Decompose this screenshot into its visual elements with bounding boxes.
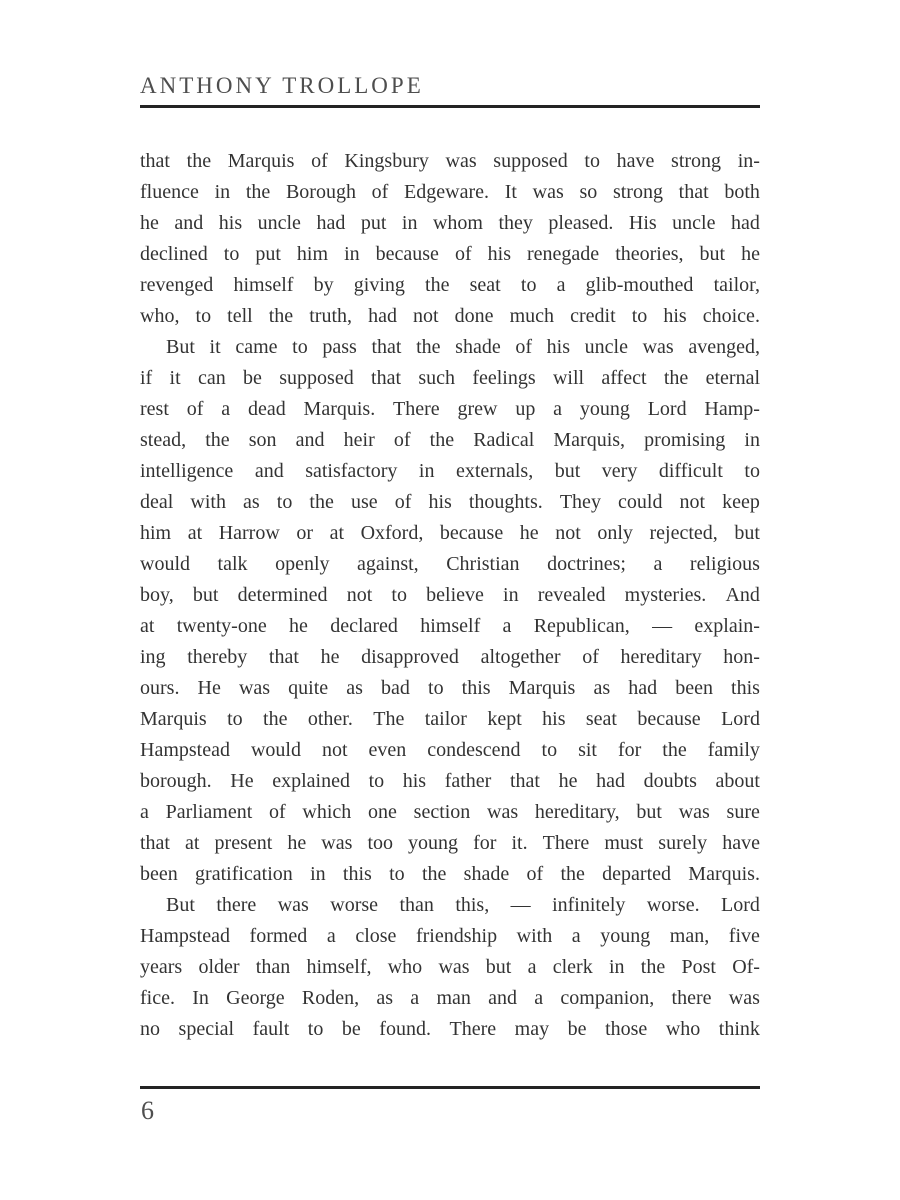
text-line: deal with as to the use of his thoughts. They could not keep	[140, 491, 760, 513]
text-line: Hampstead would not even condescend to sit for the family	[140, 739, 760, 761]
paragraph	[140, 146, 760, 332]
text-line: ing thereby that he disapproved altogether of hereditary hon-	[140, 646, 760, 668]
text-line: fice. In George Roden, as a man and a companion, there was	[140, 987, 760, 1009]
paragraph	[140, 332, 760, 890]
text-line: would talk openly against, Christian doctrines; a religious	[140, 553, 760, 575]
text-line: But there was worse than this, — infinitely worse. Lord	[166, 894, 760, 916]
text-line: rest of a dead Marquis. There grew up a young Lord Hamp-	[140, 398, 760, 420]
paragraph	[140, 890, 760, 1045]
text-line: who, to tell the truth, had not done much credit to his choice.	[140, 305, 760, 327]
text-line: years older than himself, who was but a clerk in the Post Of-	[140, 956, 760, 978]
text-line: no special fault to be found. There may be those who think	[140, 1018, 760, 1040]
text-line: ours. He was quite as bad to this Marquis as had been this	[140, 677, 760, 699]
running-header-author: ANTHONY TROLLOPE	[140, 73, 424, 98]
header-rule	[140, 105, 760, 108]
text-line: intelligence and satisfactory in externals, but very difficult to	[140, 460, 760, 482]
text-line: a Parliament of which one section was hereditary, but was sure	[140, 801, 760, 823]
text-line: declined to put him in because of his renegade theories, but he	[140, 243, 760, 265]
text-line: that at present he was too young for it. There must surely have	[140, 832, 760, 854]
text-line: Marquis to the other. The tailor kept his seat because Lord	[140, 708, 760, 730]
text-line: that the Marquis of Kingsbury was supposed to have strong in-	[140, 150, 760, 172]
text-line: borough. He explained to his father that he had doubts about	[140, 770, 760, 792]
text-line: boy, but determined not to believe in revealed mysteries. And	[140, 584, 760, 606]
text-line: he and his uncle had put in whom they pleased. His uncle had	[140, 212, 760, 234]
text-line: at twenty-one he declared himself a Republican, — explain-	[140, 615, 760, 637]
text-line: Hampstead formed a close friendship with a young man, five	[140, 925, 760, 947]
text-line: revenged himself by giving the seat to a glib-mouthed tailor,	[140, 274, 760, 296]
text-line: him at Harrow or at Oxford, because he not only rejected, but	[140, 522, 760, 544]
page-body	[140, 146, 760, 1045]
footer-rule	[140, 1086, 760, 1089]
text-line: been gratification in this to the shade of the departed Marquis.	[140, 863, 760, 885]
text-line: But it came to pass that the shade of his uncle was avenged,	[166, 336, 760, 358]
text-line: stead, the son and heir of the Radical Marquis, promising in	[140, 429, 760, 451]
text-line: if it can be supposed that such feelings will affect the eternal	[140, 367, 760, 389]
page-number: 6	[141, 1096, 154, 1125]
text-line: fluence in the Borough of Edgeware. It was so strong that both	[140, 181, 760, 203]
